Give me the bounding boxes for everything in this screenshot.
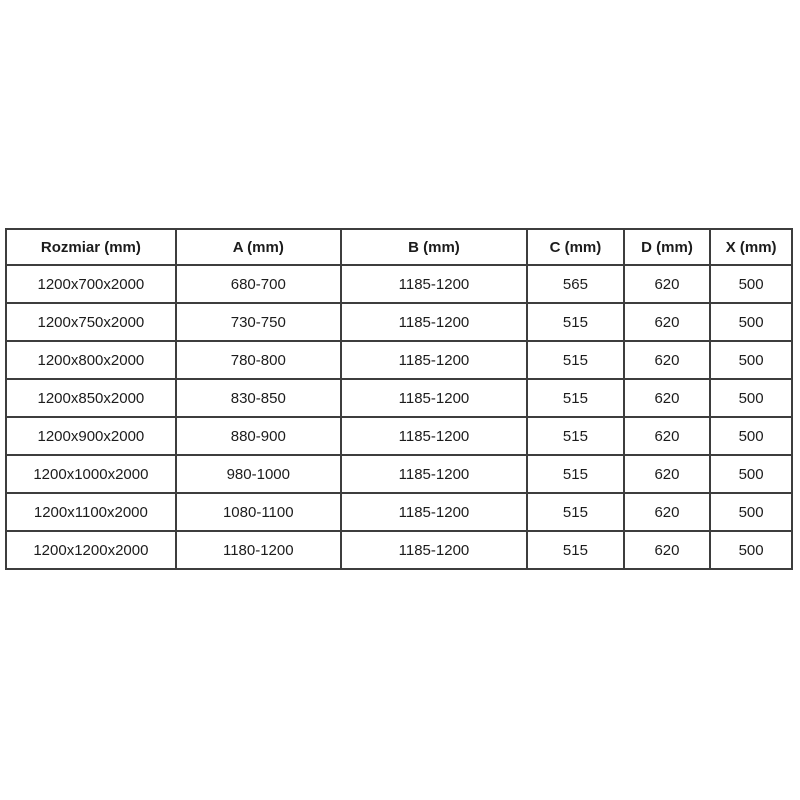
cell-x: 500 xyxy=(710,379,792,417)
cell-x: 500 xyxy=(710,493,792,531)
cell-d: 620 xyxy=(624,341,710,379)
table-row xyxy=(6,265,792,303)
cell-c: 515 xyxy=(527,493,624,531)
cell-rozmiar: 1200x800x2000 xyxy=(6,341,176,379)
table-row xyxy=(6,493,792,531)
size-dimensions-table xyxy=(5,228,793,570)
cell-rozmiar: 1200x1100x2000 xyxy=(6,493,176,531)
cell-b: 1185-1200 xyxy=(341,303,527,341)
cell-rozmiar: 1200x1000x2000 xyxy=(6,455,176,493)
table-row xyxy=(6,341,792,379)
cell-rozmiar: 1200x1200x2000 xyxy=(6,531,176,569)
cell-b: 1185-1200 xyxy=(341,493,527,531)
header-cell-b: B (mm) xyxy=(341,229,527,265)
table-row xyxy=(6,303,792,341)
cell-x: 500 xyxy=(710,455,792,493)
cell-x: 500 xyxy=(710,531,792,569)
cell-b: 1185-1200 xyxy=(341,341,527,379)
cell-x: 500 xyxy=(710,341,792,379)
cell-d: 620 xyxy=(624,417,710,455)
cell-c: 515 xyxy=(527,531,624,569)
table-row xyxy=(6,379,792,417)
cell-c: 515 xyxy=(527,341,624,379)
cell-d: 620 xyxy=(624,493,710,531)
cell-d: 620 xyxy=(624,531,710,569)
cell-b: 1185-1200 xyxy=(341,379,527,417)
cell-x: 500 xyxy=(710,265,792,303)
cell-rozmiar: 1200x900x2000 xyxy=(6,417,176,455)
cell-a: 780-800 xyxy=(176,341,341,379)
header-row xyxy=(6,229,792,265)
cell-a: 1180-1200 xyxy=(176,531,341,569)
cell-rozmiar: 1200x850x2000 xyxy=(6,379,176,417)
cell-c: 565 xyxy=(527,265,624,303)
cell-a: 1080-1100 xyxy=(176,493,341,531)
cell-a: 880-900 xyxy=(176,417,341,455)
table-row xyxy=(6,531,792,569)
header-cell-x: X (mm) xyxy=(710,229,792,265)
cell-c: 515 xyxy=(527,455,624,493)
cell-rozmiar: 1200x700x2000 xyxy=(6,265,176,303)
cell-c: 515 xyxy=(527,417,624,455)
cell-a: 830-850 xyxy=(176,379,341,417)
cell-c: 515 xyxy=(527,303,624,341)
cell-d: 620 xyxy=(624,455,710,493)
cell-b: 1185-1200 xyxy=(341,455,527,493)
table-row xyxy=(6,455,792,493)
cell-d: 620 xyxy=(624,379,710,417)
cell-a: 680-700 xyxy=(176,265,341,303)
cell-b: 1185-1200 xyxy=(341,531,527,569)
cell-x: 500 xyxy=(710,417,792,455)
cell-b: 1185-1200 xyxy=(341,265,527,303)
cell-d: 620 xyxy=(624,265,710,303)
cell-d: 620 xyxy=(624,303,710,341)
table-row xyxy=(6,417,792,455)
cell-c: 515 xyxy=(527,379,624,417)
cell-b: 1185-1200 xyxy=(341,417,527,455)
cell-a: 730-750 xyxy=(176,303,341,341)
header-cell-d: D (mm) xyxy=(624,229,710,265)
cell-rozmiar: 1200x750x2000 xyxy=(6,303,176,341)
cell-a: 980-1000 xyxy=(176,455,341,493)
cell-x: 500 xyxy=(710,303,792,341)
header-cell-a: A (mm) xyxy=(176,229,341,265)
header-cell-rozmiar: Rozmiar (mm) xyxy=(6,229,176,265)
header-cell-c: C (mm) xyxy=(527,229,624,265)
